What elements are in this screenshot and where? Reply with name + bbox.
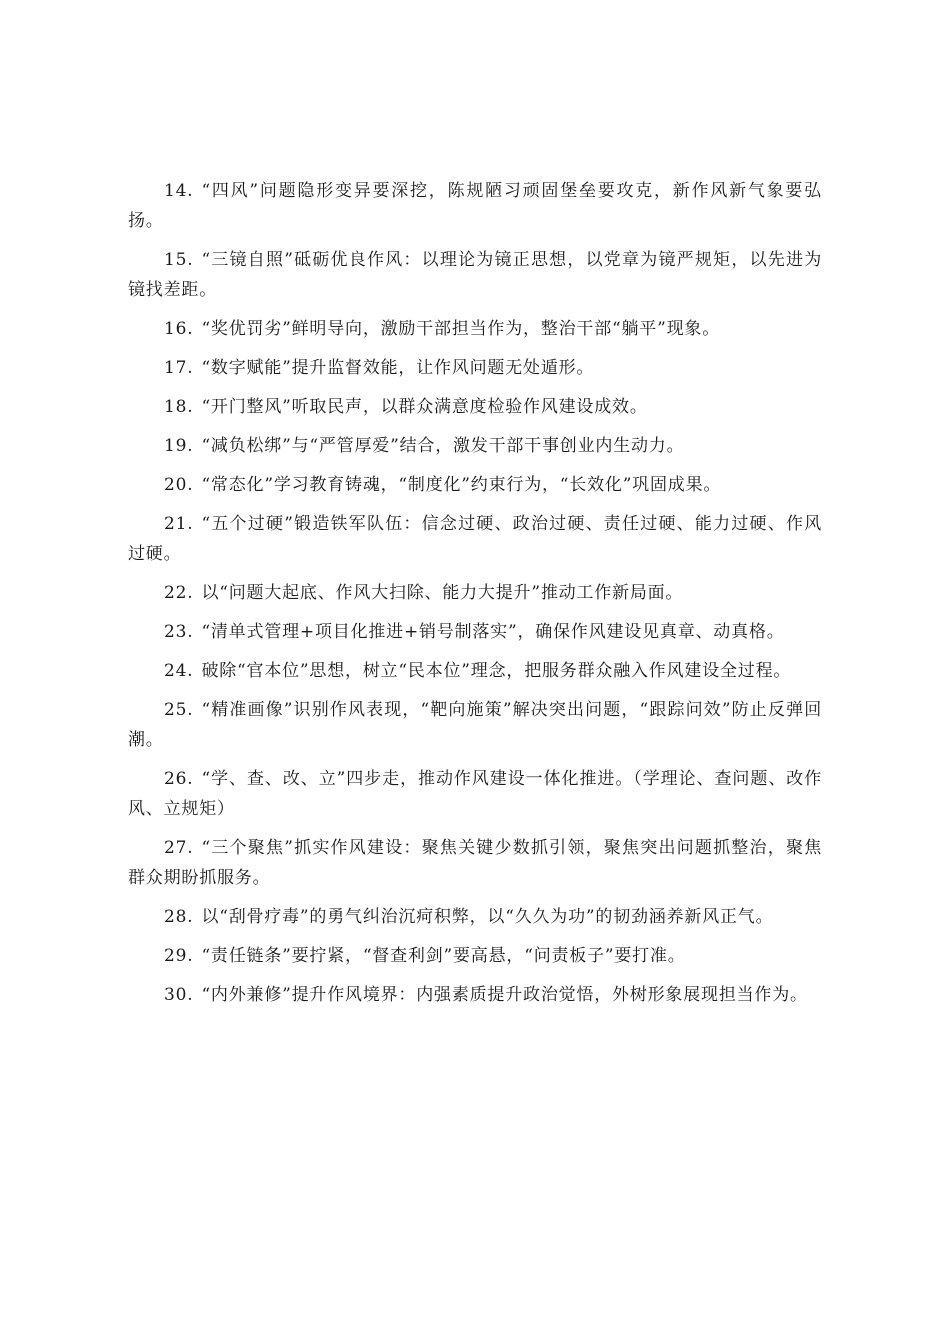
list-item [128,509,822,569]
list-item [128,470,822,500]
item-text: “三镜自照”砥砺优良作风：以理论为镜正思想，以党章为镜严规矩，以先进为镜找差距。 [128,250,822,300]
list-item [128,695,822,755]
list-item [128,941,822,971]
list-item [128,578,822,608]
item-text: 以“问题大起底、作风大扫除、能力大提升”推动工作新局面。 [201,583,684,603]
item-number: 20. [164,475,194,495]
item-text: “奖优罚劣”鲜明导向，激励干部担当作为，整治干部“躺平”现象。 [201,319,720,339]
item-text: “四风”问题隐形变异要深挖，陈规陋习顽固堡垒要攻克，新作风新气象要弘扬。 [128,181,822,231]
item-text: “开门整风”听取民声，以群众满意度检验作风建设成效。 [201,397,648,417]
item-text: 以“刮骨疗毒”的勇气纠治沉疴积弊，以“久久为功”的韧劲涵养新风正气。 [201,907,774,927]
list-item [128,353,822,383]
item-number: 28. [164,907,194,927]
item-number: 29. [164,946,194,966]
item-number: 27. [164,838,194,858]
item-number: 30. [164,985,194,1005]
list-item [128,656,822,686]
item-number: 23. [164,622,194,642]
list-item [128,833,822,893]
item-text: “五个过硬”锻造铁军队伍：信念过硬、政治过硬、责任过硬、能力过硬、作风过硬。 [128,514,822,564]
item-number: 16. [164,319,194,339]
item-text: “减负松绑”与“严管厚爱”结合，激发干部干事创业内生动力。 [201,436,685,456]
item-number: 24. [164,661,194,681]
item-number: 21. [164,514,194,534]
item-text: “常态化”学习教育铸魂，“制度化”约束行为，“长效化”巩固成果。 [201,475,722,495]
item-number: 25. [164,700,194,720]
list-item [128,764,822,824]
item-text: “责任链条”要拧紧，“督查利剑”要高悬，“问责板子”要打准。 [201,946,686,966]
item-number: 15. [164,250,194,270]
list-item [128,902,822,932]
list-item [128,431,822,461]
item-number: 18. [164,397,194,417]
item-text: “数字赋能”提升监督效能，让作风问题无处遁形。 [201,358,595,378]
item-number: 26. [164,769,194,789]
item-text: 破除“官本位”思想，树立“民本位”理念，把服务群众融入作风建设全过程。 [201,661,792,681]
item-number: 17. [164,358,194,378]
item-number: 14. [164,181,194,201]
item-text: “学、查、改、立”四步走，推动作风建设一体化推进。（学理论、查问题、改作风、立规矩） [128,769,822,819]
list-item [128,176,822,236]
list-item [128,314,822,344]
item-number: 22. [164,583,194,603]
list-item [128,245,822,305]
item-number: 19. [164,436,194,456]
item-text: “三个聚焦”抓实作风建设：聚焦关键少数抓引领，聚焦突出问题抓整治，聚焦群众期盼抓服务。 [128,838,822,888]
list-item [128,617,822,647]
document-body [128,176,822,1019]
list-item [128,980,822,1010]
list-item [128,392,822,422]
item-text: “清单式管理+项目化推进+销号制落实”，确保作风建设见真章、动真格。 [201,622,785,642]
item-text: “内外兼修”提升作风境界：内强素质提升政治觉悟，外树形象展现担当作为。 [201,985,808,1005]
item-text: “精准画像”识别作风表现，“靶向施策”解决突出问题，“跟踪问效”防止反弹回潮。 [128,700,822,750]
